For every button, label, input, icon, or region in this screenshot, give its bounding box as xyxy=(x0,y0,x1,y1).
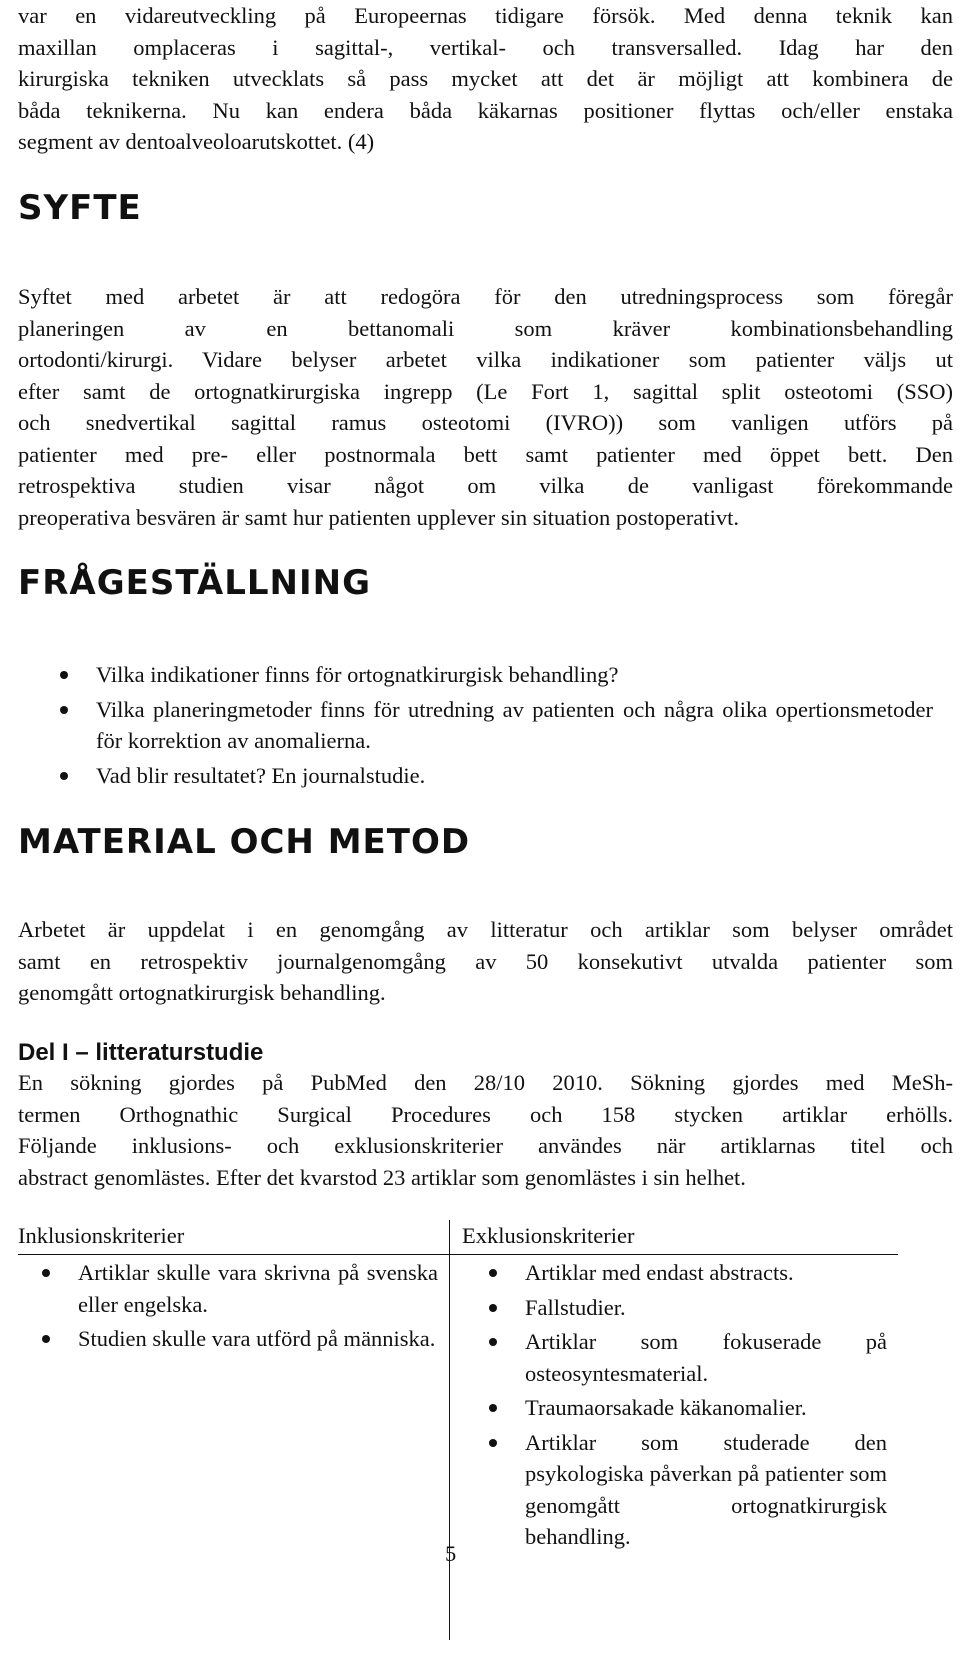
text-line: var en vidareutveckling på Europeernas tidigare försök. Med denna teknik kan xyxy=(18,3,953,28)
text-line: En sökning gjordes på PubMed den 28/10 2010. Sökning gjordes med MeSh- xyxy=(18,1070,953,1095)
section-heading-fragestallning: FRÅGESTÄLLNING xyxy=(18,563,372,603)
list-item: Studien skulle vara utförd på människa. xyxy=(18,1323,438,1355)
bullet-icon xyxy=(60,772,68,780)
text-line: patienter med pre- eller postnormala bett samt patienter med öppet bett. Den xyxy=(18,441,953,467)
text-line: Arbetet är uppdelat i en genomgång av litteratur och artiklar som belyser området xyxy=(18,917,953,942)
text-line: preoperativa besvären är samt hur patienten upplever sin situation postoperativt. xyxy=(18,504,740,530)
bullet-icon xyxy=(42,1269,50,1277)
exclusion-list xyxy=(465,1257,887,1556)
bullet-icon xyxy=(489,1338,497,1346)
text-line: samt en retrospektiv journalgenomgång av 50 konsekutivt utvalda patienter som xyxy=(18,948,953,974)
inclusion-list xyxy=(18,1257,438,1358)
text-line: ortodonti/kirurgi. Vidare belyser arbetet vilka indikationer som patienter väljs ut xyxy=(18,347,953,372)
table-divider-vertical xyxy=(449,1220,450,1640)
section-heading-syfte: SYFTE xyxy=(18,188,142,228)
text-line: och snedvertikal sagittal ramus osteotomi (IVRO)) som vanligen utförs på xyxy=(18,410,953,435)
text-line: kirurgiska tekniken utvecklats så pass mycket att det är möjligt att kombinera de xyxy=(18,66,953,91)
bullet-icon xyxy=(489,1439,497,1447)
bullet-icon xyxy=(42,1335,50,1343)
del1-paragraph xyxy=(18,1067,953,1193)
text-line: Syftet med arbetet är att redogöra för den utredningsprocess som föregår xyxy=(18,284,953,309)
text-line: Följande inklusions- och exklusionskriterier användes när artiklarnas titel och xyxy=(18,1133,953,1158)
text-line: båda teknikerna. Nu kan endera båda käkarnas positioner flyttas och/eller enstaka xyxy=(18,97,953,123)
text-line: termen Orthognathic Surgical Procedures och 158 stycken artiklar erhölls. xyxy=(18,1101,953,1127)
text-line: retrospektiva studien visar något om vilka de vanligast förekommande xyxy=(18,473,953,498)
page-number: 5 xyxy=(445,1541,457,1566)
text-line: maxillan omplaceras i sagittal-, vertikal- och transversalled. Idag har den xyxy=(18,34,953,60)
criteria-table xyxy=(18,1220,898,1640)
bullet-icon xyxy=(489,1404,497,1412)
list-item: Vilka indikationer finns för ortognatkirurgisk behandling? xyxy=(0,659,933,691)
list-item: Artiklar som fokuserade på osteosyntesmaterial. xyxy=(465,1326,887,1389)
bullet-icon xyxy=(60,671,68,679)
list-item: Artiklar skulle vara skrivna på svenska eller engelska. xyxy=(18,1257,438,1320)
list-item: Artiklar med endast abstracts. xyxy=(465,1257,887,1289)
text-line: segment av dentoalveoloarutskottet. (4) xyxy=(18,129,375,154)
text-line: planeringen av en bettanomali som kräver kombinationsbehandling xyxy=(18,315,953,341)
bullet-icon xyxy=(60,706,68,714)
text-line: abstract genomlästes. Efter det kvarstod 23 artiklar som genomlästes i sin helhet. xyxy=(18,1164,746,1190)
bullet-icon xyxy=(489,1269,497,1277)
subsection-heading-del1: Del I – litteraturstudie xyxy=(18,1039,264,1066)
syfte-paragraph xyxy=(18,281,953,533)
list-item: Traumaorsakade käkanomalier. xyxy=(465,1392,887,1424)
text-line: efter samt de ortognatkirurgiska ingrepp (Le Fort 1, sagittal split osteotomi (SSO) xyxy=(18,378,953,404)
exclusion-header: Exklusionskriterier xyxy=(462,1223,635,1248)
material-paragraph xyxy=(18,914,953,1009)
inclusion-header: Inklusionskriterier xyxy=(18,1223,185,1248)
list-item: Fallstudier. xyxy=(465,1292,887,1324)
intro-paragraph xyxy=(18,0,953,158)
list-item: Artiklar som studerade den psykologiska påverkan på patienter som genomgått ortognatkirurgisk behandling. xyxy=(465,1427,887,1553)
bullet-icon xyxy=(489,1304,497,1312)
question-list xyxy=(0,659,933,794)
list-item: Vad blir resultatet? En journalstudie. xyxy=(0,760,933,792)
text-line: genomgått ortognatkirurgisk behandling. xyxy=(18,980,386,1005)
list-item: Vilka planeringmetoder finns för utredning av patienten och några olika opertionsmetoder för korrektion av anomalierna. xyxy=(0,694,933,757)
table-divider-horizontal xyxy=(18,1254,898,1255)
section-heading-material: MATERIAL OCH METOD xyxy=(18,822,471,862)
